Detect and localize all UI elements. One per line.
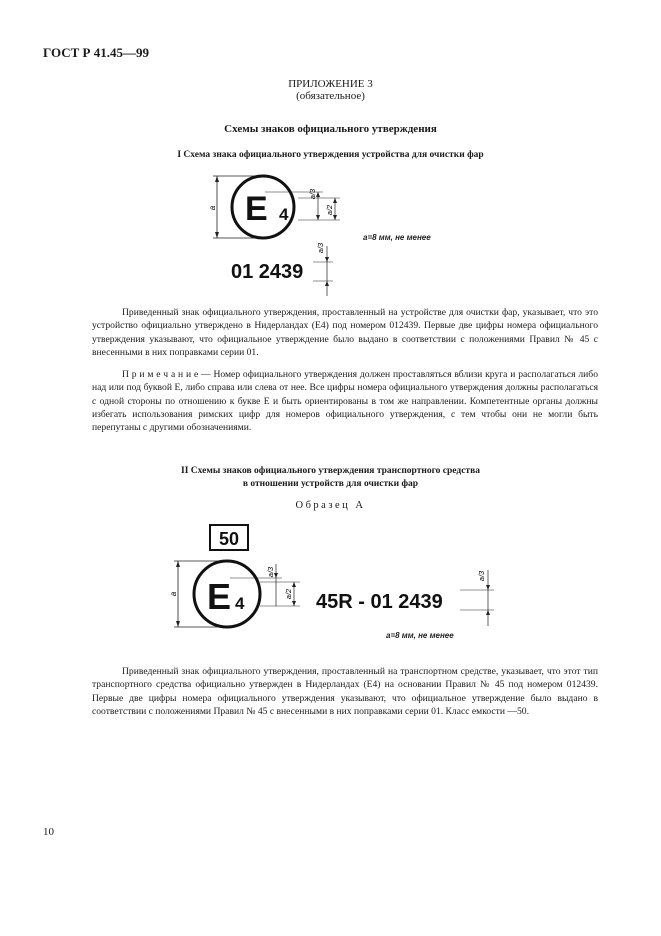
country-number-2: 4 bbox=[235, 594, 245, 613]
dim-a3-bottom-label: a/3 bbox=[316, 242, 325, 254]
approval-mark-diagram-1 bbox=[205, 168, 465, 298]
approval-number: 01 2439 bbox=[231, 261, 304, 283]
dim-a-label-2: a bbox=[169, 591, 178, 597]
note-text: — Номер официального утверждения должен проставляться вблизи круга и располагаться либо над или под буквой Е, либо справа или слева от нее. Все цифры номера официального утверждения должны располагаться с одной стороны по отношению к букве Е и быть ориентированы в том же направлении. Компетентные органы должны избегать использования римских цифр для номеров официального утверждения, с тем чтобы они не могли быть перепутаны с другими обозначениями. bbox=[92, 369, 598, 434]
appendix-heading bbox=[0, 78, 661, 102]
capacity-number: 50 bbox=[218, 529, 240, 549]
e-letter: E bbox=[245, 190, 268, 228]
e-letter-2: E bbox=[207, 576, 232, 617]
approval-mark-diagram-2 bbox=[160, 520, 500, 650]
section1-note bbox=[92, 368, 598, 434]
section1-paragraph-text: Приведенный знак официального утверждения, проставленный на устройстве для очистки фар, указывает, что это устройство официально утверждено в Нидерландах (Е4) под номером 012439. Первые две цифры номера официального утверждения указывают, что официальное утверждение было выдано в соответствии с положениями Правил № 45 с внесенными в них поправками серии 01. bbox=[92, 307, 598, 358]
sample-label: Образец А bbox=[295, 500, 366, 511]
approval-number-2: 45R - 01 2439 bbox=[316, 591, 443, 613]
section1-heading: I Схема знака официального утверждения устройства для очистки фар bbox=[177, 150, 484, 160]
appendix-title: ПРИЛОЖЕНИЕ 3 bbox=[288, 78, 373, 90]
section2-paragraph: Приведенный знак официального утверждения, проставленный на транспортном средстве, указывает, что этот тип транспортного средства официально утвержден в Нидерландах (Е4) на основании Правил № 45 под номером 012439. Первые две цифры номера официального утверждения указывают, что официальное утверждение было выдано в соответствии с положениями Правил № 45 с внесенными в них поправками серии 01. Класс емкости —50. bbox=[92, 666, 598, 717]
min-size-note: a=8 мм, не менее bbox=[363, 233, 431, 242]
dim-a-label: a bbox=[208, 205, 217, 211]
dim-a3-label-2: a/3 bbox=[266, 566, 275, 578]
section-title: Схемы знаков официального утверждения bbox=[224, 123, 437, 135]
standard-id: ГОСТ Р 41.45—99 bbox=[43, 45, 149, 60]
dim-a3-right-label: a/3 bbox=[477, 570, 486, 582]
appendix-kind: (обязательное) bbox=[296, 90, 365, 102]
section2-heading-line2: в отношении устройств для очистки фар bbox=[242, 479, 419, 489]
section2-heading-line1: II Схемы знаков официального утверждения транспортного средства bbox=[181, 466, 480, 476]
section1-paragraph bbox=[92, 306, 598, 359]
dim-a3-top-label: a/3 bbox=[308, 188, 317, 200]
dim-a2-label: a/2 bbox=[325, 204, 334, 216]
min-size-note-2: a=8 мм, не менее bbox=[386, 631, 454, 640]
page-number: 10 bbox=[43, 826, 54, 838]
note-label: П р и м е ч а н и е bbox=[122, 369, 199, 380]
section2-heading bbox=[0, 465, 661, 491]
dim-a2-label-2: a/2 bbox=[284, 588, 293, 600]
country-number: 4 bbox=[279, 205, 289, 224]
